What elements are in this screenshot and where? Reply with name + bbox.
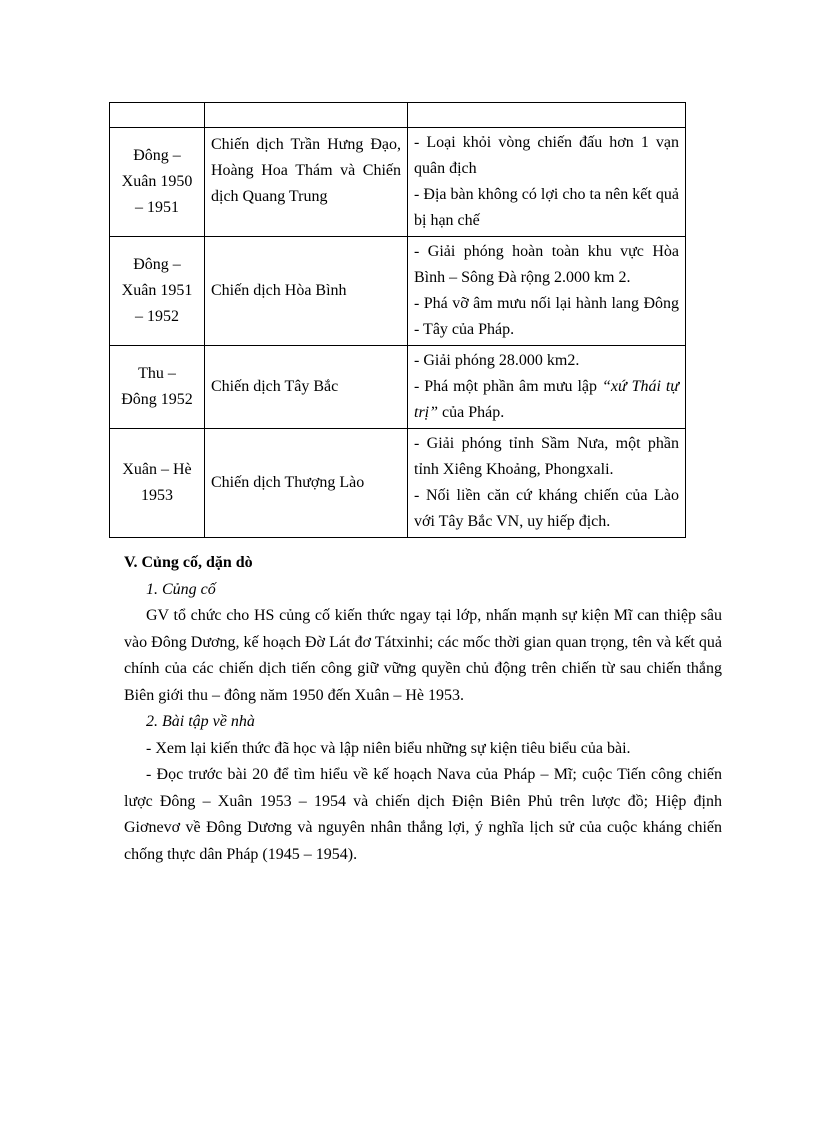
result-cell <box>408 429 686 538</box>
campaign-name-cell: Chiến dịch Trần Hưng Đạo, Hoàng Hoa Thám và Chiến dịch Quang Trung <box>205 128 408 237</box>
period-line: Xuân 1950 <box>121 173 193 190</box>
period-line: Đông – <box>133 147 181 164</box>
result-line: - Nối liền căn cứ kháng chiến của Lào với Tây Bắc VN, uy hiếp địch. <box>414 487 679 530</box>
period-line: Thu – <box>138 365 176 382</box>
result-line <box>414 374 679 426</box>
homework-item: - Xem lại kiến thức đã học và lập niên biểu những sự kiện tiêu biểu của bài. <box>146 739 631 757</box>
result-quote: “xứ Thái tự trị” <box>414 378 680 421</box>
table-cell <box>110 103 205 128</box>
result-line: - Phá vỡ âm mưu nối lại hành lang Đông - Tây của Pháp. <box>414 295 679 338</box>
period-cell <box>110 237 205 346</box>
campaign-table <box>109 102 686 538</box>
result-line: - Giải phóng tỉnh Sầm Nưa, một phần tỉnh Xiêng Khoảng, Phongxali. <box>414 435 679 478</box>
period-line: Đông 1952 <box>121 391 193 408</box>
period-line: Đông – <box>133 256 181 273</box>
result-text: - Phá một phần âm mưu lập <box>414 378 602 395</box>
homework-item: - Đọc trước bài 20 để tìm hiểu về kế hoạch Nava của Pháp – Mĩ; cuộc Tiến công chiến lược Đông – Xuân 1953 – 1954 và chiến dịch Điện Biên Phủ trên lược đồ; Hiệp định Giơnevơ về Đông Dương và nguyên nhân thắng lợi, ý nghĩa lịch sử của cuộc kháng chiến chống thực dân Pháp (1945 – 1954). <box>124 766 722 863</box>
result-line: - Địa bàn không có lợi cho ta nên kết quả bị hạn chế <box>414 186 679 229</box>
campaign-name-cell: Chiến dịch Thượng Lào <box>205 429 408 538</box>
period-line: – 1952 <box>135 308 179 325</box>
result-cell <box>408 128 686 237</box>
result-line: - Giải phóng hoàn toàn khu vực Hòa Bình – Sông Đà rộng 2.000 km 2. <box>414 243 679 286</box>
campaign-name-cell: Chiến dịch Hòa Bình <box>205 237 408 346</box>
result-line: - Loại khỏi vòng chiến đấu hơn 1 vạn quân địch <box>414 134 679 177</box>
result-cell <box>408 346 686 429</box>
subheading-homework: 2. Bài tập về nhà <box>146 713 255 730</box>
campaign-name-cell: Chiến dịch Tây Bắc <box>205 346 408 429</box>
period-cell <box>110 346 205 429</box>
subheading-review: 1. Củng cố <box>146 580 216 598</box>
table-cell <box>205 103 408 128</box>
period-line: Xuân 1951 <box>121 282 193 299</box>
result-cell <box>408 237 686 346</box>
table-row <box>110 429 686 538</box>
table-row <box>110 128 686 237</box>
period-cell <box>110 429 205 538</box>
table-cell <box>408 103 686 128</box>
table-row <box>110 237 686 346</box>
table-row <box>110 346 686 429</box>
result-line: - Giải phóng 28.000 km2. <box>414 352 580 369</box>
section-heading: V. Củng cố, dặn dò <box>124 554 253 571</box>
period-cell <box>110 128 205 237</box>
result-text: của Pháp. <box>438 404 505 421</box>
review-paragraph: GV tổ chức cho HS củng cố kiến thức ngay tại lớp, nhấn mạnh sự kiện Mĩ can thiệp sâu vào Đông Dương, kế hoạch Đờ Lát đơ Tátxinhi; các mốc thời gian quan trọng, tên và kết quả chính của các chiến dịch tiến công giữ vững quyền chủ động trên chiến từ sau chiến thắng Biên giới thu – đông năm 1950 đến Xuân – Hè 1953. <box>124 607 722 704</box>
period-line: – 1951 <box>135 199 179 216</box>
table-header-row <box>110 103 686 128</box>
period-line: Xuân – Hè <box>122 461 192 478</box>
period-line: 1953 <box>141 487 173 504</box>
summary-section <box>124 550 722 868</box>
